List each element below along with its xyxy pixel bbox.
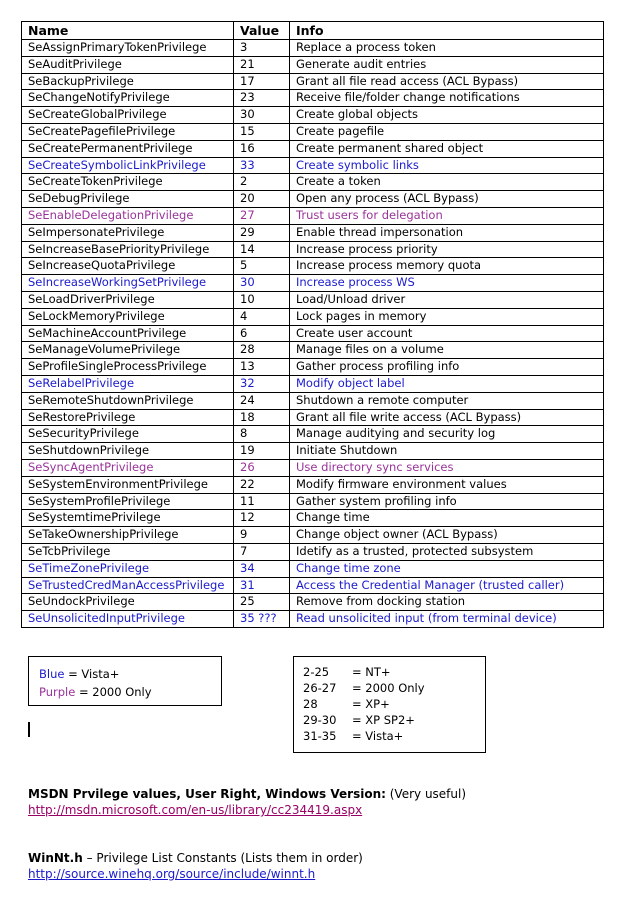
- table-row: [22, 392, 604, 409]
- cell-name: SeCreateSymbolicLinkPrivilege: [22, 157, 234, 174]
- cell-value: 28: [234, 342, 290, 359]
- cell-name: SeCreateTokenPrivilege: [22, 174, 234, 191]
- cell-name: SeSystemtimePrivilege: [22, 510, 234, 527]
- cell-info: Enable thread impersonation: [290, 224, 604, 241]
- cell-name: SeTcbPrivilege: [22, 543, 234, 560]
- table-row: [22, 426, 604, 443]
- cell-name: SeRemoteShutdownPrivilege: [22, 392, 234, 409]
- cell-info: Access the Credential Manager (trusted caller): [290, 577, 604, 594]
- cell-info: Create global objects: [290, 107, 604, 124]
- cell-name: SeDebugPrivilege: [22, 191, 234, 208]
- table-row: [22, 56, 604, 73]
- range-value: 29-30: [303, 713, 337, 727]
- table-header-row: [22, 22, 604, 40]
- cell-info: Remove from docking station: [290, 594, 604, 611]
- table-row: [22, 594, 604, 611]
- header-info: Info: [290, 22, 604, 40]
- cell-info: Generate audit entries: [290, 56, 604, 73]
- table-row: [22, 191, 604, 208]
- cell-name: SeAuditPrivilege: [22, 56, 234, 73]
- table-row: [22, 325, 604, 342]
- cell-info: Manage auditying and security log: [290, 426, 604, 443]
- cell-value: 9: [234, 527, 290, 544]
- cell-value: 30: [234, 107, 290, 124]
- msdn-note: [28, 786, 466, 818]
- cell-name: SeUndockPrivilege: [22, 594, 234, 611]
- cell-info: Modify object label: [290, 375, 604, 392]
- cell-name: SeUnsolicitedInputPrivilege: [22, 611, 234, 628]
- cell-info: Create symbolic links: [290, 157, 604, 174]
- color-legend: [28, 656, 222, 706]
- range-text: = XP+: [352, 697, 390, 711]
- table-row: [22, 40, 604, 57]
- cell-name: SeCreatePermanentPrivilege: [22, 140, 234, 157]
- cell-value: 10: [234, 291, 290, 308]
- winnt-note-text: – Privilege List Constants (Lists them in order): [86, 851, 363, 865]
- table-row: [22, 359, 604, 376]
- cell-value: 33: [234, 157, 290, 174]
- legend-blue-text: = Vista+: [68, 667, 120, 681]
- table-row: [22, 375, 604, 392]
- cell-name: SeShutdownPrivilege: [22, 443, 234, 460]
- table-row: [22, 90, 604, 107]
- table-row: [22, 459, 604, 476]
- cell-name: SeTakeOwnershipPrivilege: [22, 527, 234, 544]
- table-row: [22, 275, 604, 292]
- cell-info: Change object owner (ACL Bypass): [290, 527, 604, 544]
- table-row: [22, 291, 604, 308]
- cell-info: Lock pages in memory: [290, 308, 604, 325]
- cell-value: 11: [234, 493, 290, 510]
- cell-name: SeIncreaseWorkingSetPrivilege: [22, 275, 234, 292]
- cell-value: 12: [234, 510, 290, 527]
- cell-value: 22: [234, 476, 290, 493]
- cell-info: Gather process profiling info: [290, 359, 604, 376]
- cell-info: Replace a process token: [290, 40, 604, 57]
- cell-name: SeLoadDriverPrivilege: [22, 291, 234, 308]
- header-name: Name: [22, 22, 234, 40]
- cell-value: 24: [234, 392, 290, 409]
- legend-purple-text: = 2000 Only: [78, 685, 152, 699]
- cell-value: 5: [234, 258, 290, 275]
- cell-value: 34: [234, 560, 290, 577]
- legend-purple-row: [39, 683, 211, 701]
- cell-name: SeCreateGlobalPrivilege: [22, 107, 234, 124]
- cell-name: SeTimeZonePrivilege: [22, 560, 234, 577]
- cell-info: Shutdown a remote computer: [290, 392, 604, 409]
- cell-value: 20: [234, 191, 290, 208]
- cell-name: SeChangeNotifyPrivilege: [22, 90, 234, 107]
- legend-blue-word: Blue: [39, 667, 65, 681]
- cell-value: 18: [234, 409, 290, 426]
- cell-name: SeAssignPrimaryTokenPrivilege: [22, 40, 234, 57]
- range-value: 26-27: [303, 681, 337, 695]
- header-value: Value: [234, 22, 290, 40]
- cell-info: Gather system profiling info: [290, 493, 604, 510]
- cell-value: 32: [234, 375, 290, 392]
- cell-info: Create pagefile: [290, 123, 604, 140]
- range-value: 31-35: [303, 729, 337, 743]
- cell-value: 14: [234, 241, 290, 258]
- range-row: [303, 664, 476, 680]
- cell-name: SeRestorePrivilege: [22, 409, 234, 426]
- cell-name: SeEnableDelegationPrivilege: [22, 207, 234, 224]
- range-text: = NT+: [352, 665, 391, 679]
- cell-value: 27: [234, 207, 290, 224]
- msdn-link[interactable]: http://msdn.microsoft.com/en-us/library/cc234419.aspx: [28, 803, 363, 817]
- cell-name: SeProfileSingleProcessPrivilege: [22, 359, 234, 376]
- cell-name: SeSystemProfilePrivilege: [22, 493, 234, 510]
- range-value: 2-25: [303, 665, 330, 679]
- cell-name: SeIncreaseBasePriorityPrivilege: [22, 241, 234, 258]
- table-row: [22, 207, 604, 224]
- cell-info: Load/Unload driver: [290, 291, 604, 308]
- cell-name: SeCreatePagefilePrivilege: [22, 123, 234, 140]
- cell-value: 23: [234, 90, 290, 107]
- cell-name: SeMachineAccountPrivilege: [22, 325, 234, 342]
- version-range-legend: [293, 656, 486, 753]
- cell-value: 19: [234, 443, 290, 460]
- cell-info: Create a token: [290, 174, 604, 191]
- range-text: = Vista+: [352, 729, 404, 743]
- cell-info: Receive file/folder change notifications: [290, 90, 604, 107]
- table-row: [22, 174, 604, 191]
- cell-info: Increase process WS: [290, 275, 604, 292]
- table-row: [22, 510, 604, 527]
- range-row: [303, 680, 476, 696]
- msdn-note-text: (Very useful): [389, 787, 467, 801]
- table-row: [22, 157, 604, 174]
- cell-value: 13: [234, 359, 290, 376]
- cell-value: 2: [234, 174, 290, 191]
- range-row: [303, 728, 476, 744]
- table-row: [22, 409, 604, 426]
- table-row: [22, 123, 604, 140]
- cell-name: SeRelabelPrivilege: [22, 375, 234, 392]
- range-row: [303, 712, 476, 728]
- cell-info: Manage files on a volume: [290, 342, 604, 359]
- text-cursor: [28, 722, 30, 737]
- range-text: = XP SP2+: [352, 713, 415, 727]
- cell-info: Increase process memory quota: [290, 258, 604, 275]
- cell-info: Initiate Shutdown: [290, 443, 604, 460]
- table-row: [22, 493, 604, 510]
- cell-value: 3: [234, 40, 290, 57]
- cell-value: 17: [234, 73, 290, 90]
- table-row: [22, 73, 604, 90]
- cell-name: SeSyncAgentPrivilege: [22, 459, 234, 476]
- winnt-link[interactable]: http://source.winehq.org/source/include/winnt.h: [28, 867, 316, 881]
- cell-name: SeSystemEnvironmentPrivilege: [22, 476, 234, 493]
- table-row: [22, 342, 604, 359]
- cell-info: Read unsolicited input (from terminal device): [290, 611, 604, 628]
- table-row: [22, 107, 604, 124]
- table-row: [22, 560, 604, 577]
- cell-value: 35 ???: [234, 611, 290, 628]
- cell-info: Open any process (ACL Bypass): [290, 191, 604, 208]
- cell-value: 25: [234, 594, 290, 611]
- cell-name: SeImpersonatePrivilege: [22, 224, 234, 241]
- table-row: [22, 140, 604, 157]
- cell-value: 21: [234, 56, 290, 73]
- cell-info: Idetify as a trusted, protected subsystem: [290, 543, 604, 560]
- table-row: [22, 577, 604, 594]
- cell-value: 6: [234, 325, 290, 342]
- cell-info: Increase process priority: [290, 241, 604, 258]
- range-value: 28: [303, 697, 318, 711]
- table-row: [22, 308, 604, 325]
- cell-info: Modify firmware environment values: [290, 476, 604, 493]
- winnt-note: [28, 850, 363, 882]
- table-row: [22, 611, 604, 628]
- cell-value: 4: [234, 308, 290, 325]
- cell-value: 8: [234, 426, 290, 443]
- privilege-table: [21, 21, 604, 628]
- cell-value: 29: [234, 224, 290, 241]
- legend-purple-word: Purple: [39, 685, 76, 699]
- cell-info: Trust users for delegation: [290, 207, 604, 224]
- cell-value: 15: [234, 123, 290, 140]
- cell-name: SeBackupPrivilege: [22, 73, 234, 90]
- table-row: [22, 443, 604, 460]
- range-row: [303, 696, 476, 712]
- table-row: [22, 224, 604, 241]
- cell-name: SeIncreaseQuotaPrivilege: [22, 258, 234, 275]
- legend-blue-row: [39, 665, 211, 683]
- msdn-title: MSDN Prvilege values, User Right, Windows Version:: [28, 787, 386, 801]
- cell-value: 30: [234, 275, 290, 292]
- cell-info: Change time zone: [290, 560, 604, 577]
- table-row: [22, 543, 604, 560]
- cell-info: Create permanent shared object: [290, 140, 604, 157]
- cell-info: Grant all file write access (ACL Bypass): [290, 409, 604, 426]
- cell-name: SeSecurityPrivilege: [22, 426, 234, 443]
- cell-value: 26: [234, 459, 290, 476]
- cell-name: SeLockMemoryPrivilege: [22, 308, 234, 325]
- cell-info: Grant all file read access (ACL Bypass): [290, 73, 604, 90]
- cell-name: SeManageVolumePrivilege: [22, 342, 234, 359]
- table-row: [22, 476, 604, 493]
- cell-value: 31: [234, 577, 290, 594]
- table-row: [22, 241, 604, 258]
- range-text: = 2000 Only: [352, 681, 425, 695]
- table-row: [22, 527, 604, 544]
- cell-name: SeTrustedCredManAccessPrivilege: [22, 577, 234, 594]
- winnt-title: WinNt.h: [28, 851, 83, 865]
- cell-info: Create user account: [290, 325, 604, 342]
- cell-value: 16: [234, 140, 290, 157]
- table-row: [22, 258, 604, 275]
- cell-value: 7: [234, 543, 290, 560]
- cell-info: Use directory sync services: [290, 459, 604, 476]
- cell-info: Change time: [290, 510, 604, 527]
